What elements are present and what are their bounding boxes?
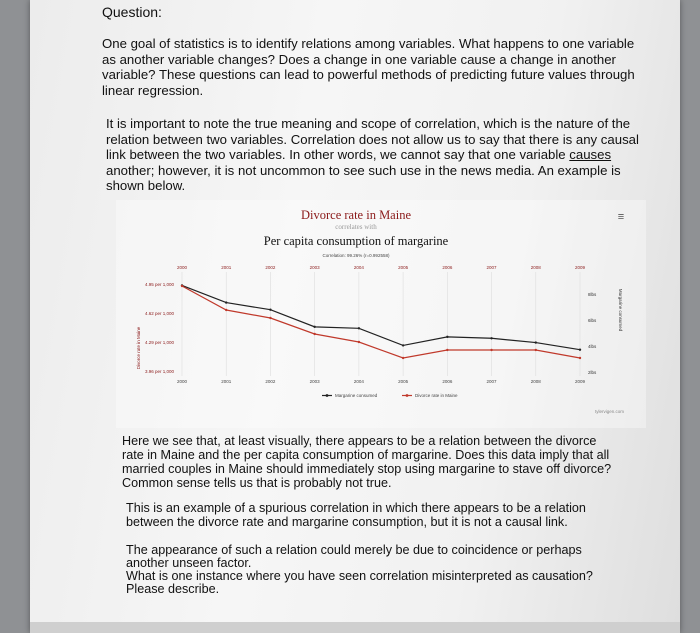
series-point xyxy=(225,309,227,311)
x-tick-label-bottom: 2005 xyxy=(398,379,409,384)
right-tick-label: 6lbs xyxy=(588,318,597,323)
right-tick-label: 4lbs xyxy=(588,344,597,349)
series-point xyxy=(402,344,404,346)
chart-title-2: Per capita consumption of margarine xyxy=(263,234,449,248)
paragraph-intro: One goal of statistics is to identify relations among variables. What happens to one variable as another variable changes? Does a change in one variable cause a change in another variable? These questions can lead to powerful methods of predicting future values through linear regression. xyxy=(102,36,635,98)
series-point xyxy=(579,349,581,351)
series-point xyxy=(490,337,492,339)
series-point xyxy=(402,357,404,359)
paragraph-correlation-end: another; however, it is not uncommon to see such use in the news media. An example is shown below. xyxy=(106,162,621,193)
right-tick-label: 2lbs xyxy=(588,370,597,375)
series-point xyxy=(446,349,448,351)
bottom-toolbar-strip xyxy=(30,622,680,633)
underlined-word-causes: causes xyxy=(569,147,612,162)
paragraph-coincidence: The appearance of such a relation could merely be due to coincidence or perhaps another unseen factor. xyxy=(126,543,582,570)
series-point xyxy=(313,326,315,328)
correlation-note: Correlation: 99.26% (r=0.992558) xyxy=(322,253,390,258)
spurious-correlation-chart xyxy=(116,200,646,428)
series-point xyxy=(358,341,360,343)
x-tick-label-top: 2005 xyxy=(398,265,409,270)
series-point xyxy=(446,336,448,338)
x-tick-label-bottom: 2001 xyxy=(221,379,232,384)
x-tick-label-bottom: 2009 xyxy=(574,379,586,384)
legend-label: Margarine consumed xyxy=(335,393,378,398)
series-point xyxy=(490,349,492,351)
right-axis-label: Margarine consumed xyxy=(618,288,623,332)
x-tick-label-top: 2009 xyxy=(574,265,586,270)
series-point xyxy=(225,301,227,303)
discussion-prompt: What is one instance where you have seen correlation misinterpreted as causation? Please describe. xyxy=(126,569,593,596)
paragraph-correlation-start: It is important to note the true meaning and scope of correlation, which is the nature of the relation between two variables. Correlation does not allow us to say that there is any causal link between the two variables. In other words, we cannot say that one variable xyxy=(106,116,639,162)
x-tick-label-bottom: 2006 xyxy=(442,379,453,384)
left-tick-label: 3.96 per 1,000 xyxy=(144,369,174,374)
paragraph-correlation xyxy=(106,116,646,194)
chart-svg xyxy=(116,200,646,428)
x-tick-label-top: 2006 xyxy=(442,265,453,270)
x-tick-label-bottom: 2000 xyxy=(176,379,188,384)
x-tick-label-bottom: 2008 xyxy=(530,379,541,384)
chart-source[interactable]: tylervigen.com xyxy=(594,409,624,414)
legend-marker xyxy=(326,394,329,397)
series-point xyxy=(313,333,315,335)
legend-marker xyxy=(406,394,409,397)
x-tick-label-top: 2001 xyxy=(221,265,232,270)
chart-title: Divorce rate in Maine xyxy=(300,208,412,222)
left-tick-label: 4.29 per 1,000 xyxy=(144,340,174,345)
x-tick-label-top: 2004 xyxy=(353,265,364,270)
series-point xyxy=(269,317,271,319)
x-tick-label-top: 2007 xyxy=(486,265,497,270)
x-tick-label-top: 2002 xyxy=(265,265,276,270)
x-tick-label-top: 2008 xyxy=(530,265,541,270)
series-point xyxy=(181,285,183,287)
left-axis-label: Divorce rate in Maine xyxy=(136,326,141,370)
x-tick-label-bottom: 2002 xyxy=(265,379,276,384)
x-tick-label-bottom: 2003 xyxy=(309,379,320,384)
series-point xyxy=(579,357,581,359)
worksheet-page xyxy=(30,0,680,633)
x-tick-label-bottom: 2004 xyxy=(353,379,364,384)
right-tick-label: 8lbs xyxy=(588,292,597,297)
series-point xyxy=(358,327,360,329)
question-heading: Question: xyxy=(102,4,162,20)
series-point xyxy=(535,349,537,351)
series-point xyxy=(269,309,271,311)
left-tick-label: 4.62 per 1,000 xyxy=(144,311,174,316)
legend-label: Divorce rate in Maine xyxy=(415,393,458,398)
paragraph-spurious: This is an example of a spurious correlation in which there appears to be a relation between the divorce rate and margarine consumption, but it is not a causal link. xyxy=(126,501,586,529)
paragraph-question xyxy=(126,544,616,596)
left-tick-label: 4.95 per 1,000 xyxy=(144,282,174,287)
series-point xyxy=(535,341,537,343)
x-tick-label-top: 2003 xyxy=(309,265,320,270)
x-tick-label-bottom: 2007 xyxy=(486,379,497,384)
chart-menu-icon[interactable]: ≡ xyxy=(617,211,625,223)
paragraph-interpretation: Here we see that, at least visually, there appears to be a relation between the divorce rate in Maine and the per capita consumption of margarine. Does this data imply that all married couples in Maine should immediately stop using margarine to stave off divorce? Common sense tells us that is probably not true. xyxy=(122,434,612,490)
chart-subtitle: correlates with xyxy=(335,223,377,231)
x-tick-label-top: 2000 xyxy=(176,265,188,270)
